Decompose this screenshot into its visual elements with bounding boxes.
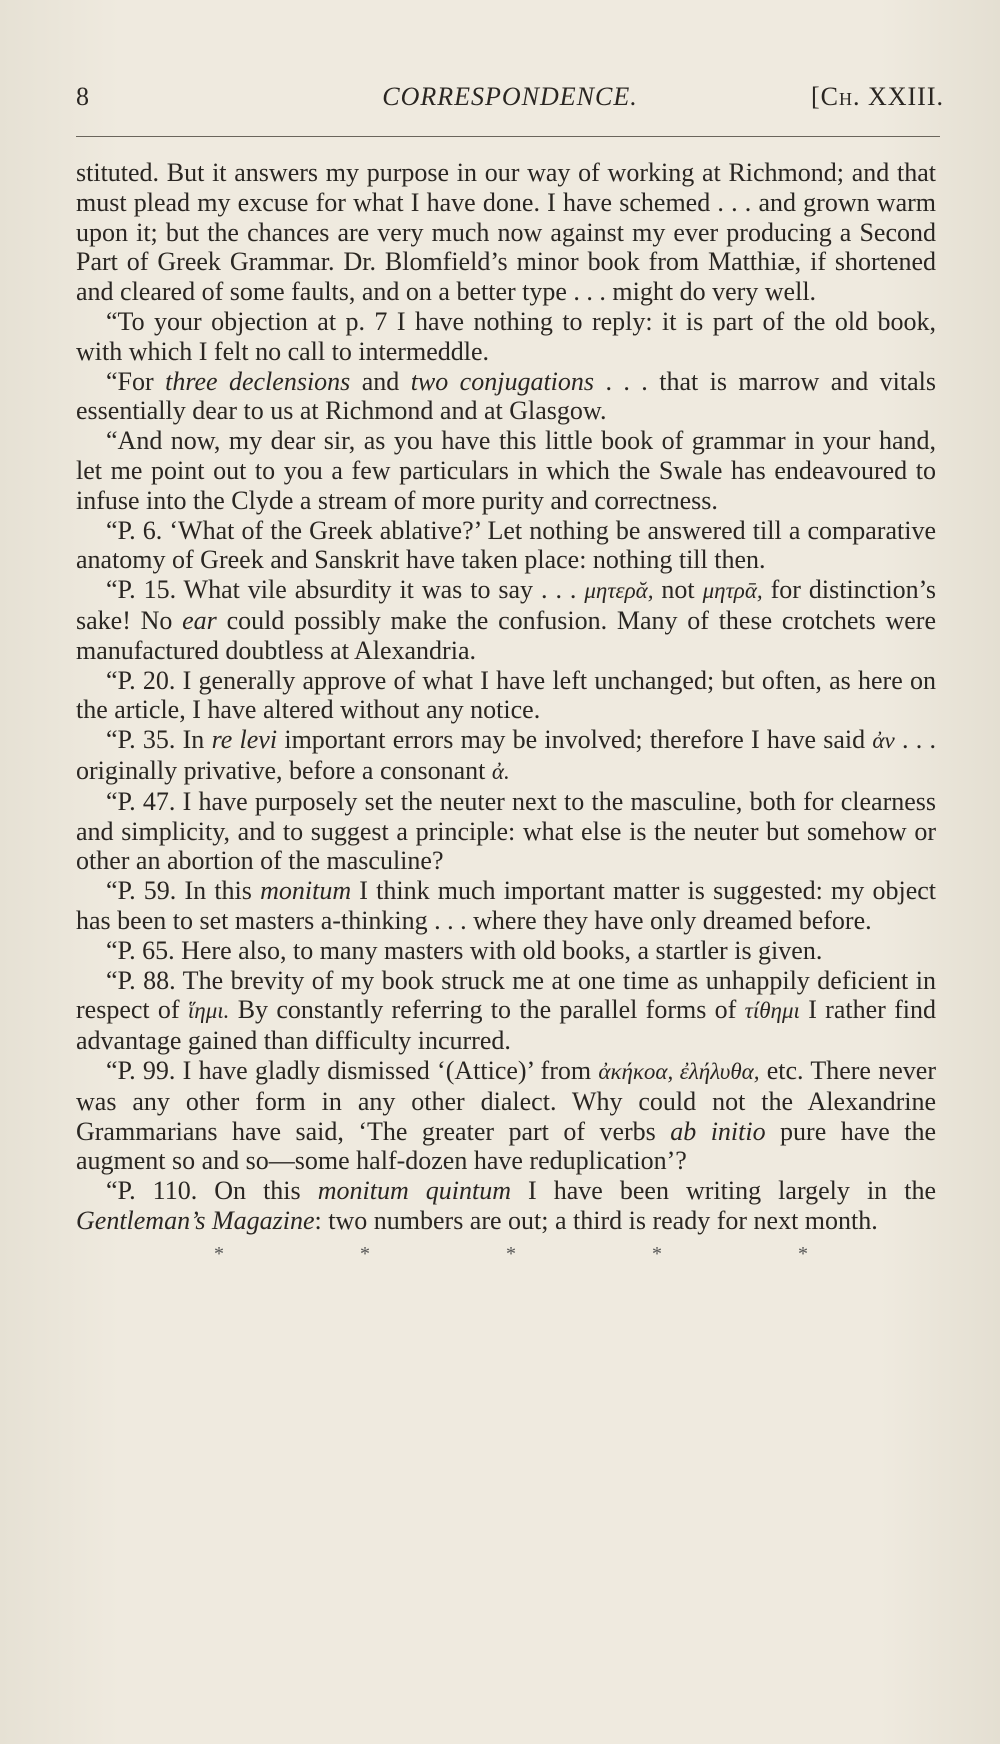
paragraph: “P. 47. I have purposely set the neuter next to the masculine, both for clearness and simplicity, and to suggest a principle: what else is the neuter but somehow or other an abortion of the masculine? [76, 786, 936, 876]
italic-phrase: ab initio [670, 1116, 766, 1146]
paragraph [76, 966, 936, 1056]
paragraph [76, 1056, 936, 1176]
body-text [76, 158, 936, 1269]
paragraph [76, 725, 936, 787]
asterisk-ornament: * [652, 1242, 662, 1265]
text-run: “P. 88. The brevity of my book struck me at one time as unhappily deficient in respect of [76, 965, 936, 1025]
italic-phrase: monitum quintum [317, 1176, 511, 1206]
italic-phrase: Gentleman’s Magazine [76, 1205, 315, 1235]
text-run: “For [106, 366, 166, 396]
text-run: for distinction’s sake! No [76, 575, 937, 635]
greek-word: μητρᾱ, [702, 578, 763, 604]
greek-word: μητερᾰ, [584, 578, 654, 604]
text-run: not [653, 575, 703, 605]
paragraph [76, 1176, 936, 1236]
text-run: “P. 35. In [106, 725, 212, 755]
paragraph [76, 575, 936, 665]
text-run: could possibly make the confusion. Many of these crotchets were manufactured doubtless at Alexandria. [76, 605, 936, 665]
text-run: I think much important matter is suggested: my object has been to set masters a-thinking . . . where they have only dreamed before. [76, 876, 936, 935]
italic-phrase: re levi [211, 725, 278, 755]
text-run: “P. 59. In this [106, 876, 261, 906]
text-run: : two numbers are out; a third is ready for next month. [314, 1205, 878, 1235]
text-run: “P. 15. What vile absurdity it was to say . . . [106, 575, 585, 605]
greek-word: ἀ. [491, 758, 510, 784]
paragraph: “And now, my dear sir, as you have this little book of grammar in your hand, let me point out to you a few particulars in which the Swale has endeavoured to infuse into the Clyde a stream of more purity and correctness. [76, 426, 936, 515]
paragraph [76, 876, 936, 936]
greek-word: τίθημι [744, 998, 800, 1024]
italic-phrase: ear [182, 605, 217, 635]
italic-phrase: monitum [260, 876, 352, 906]
text-run: By constantly referring to the parallel forms of [229, 995, 745, 1025]
paragraph: “P. 20. I generally approve of what I have left unchanged; but often, as here on the article, I have altered without any notice. [76, 665, 936, 725]
paragraph: “To your objection at p. 7 I have nothing to reply: it is part of the old book, with which I felt no call to intermeddle. [76, 306, 936, 366]
section-break-ornament [146, 1240, 876, 1270]
running-head [76, 82, 944, 122]
page-number: 8 [76, 82, 89, 111]
paragraph: “P. 6. ‘What of the Greek ablative?’ Let nothing be answered till a comparative anatomy of Greek and Sanskrit have taken place: nothing till then. [76, 515, 936, 575]
text-run: . . . originally privative, before a consonant [76, 725, 936, 785]
chapter-label: [Ch. XXIII. [810, 82, 944, 111]
asterisk-ornament: * [798, 1242, 808, 1265]
greek-word: ἀν [872, 728, 895, 754]
paragraph [76, 367, 936, 427]
asterisk-ornament: * [214, 1242, 224, 1265]
greek-word: ἵημι. [187, 998, 230, 1024]
text-run: I have been writing largely in the [511, 1176, 936, 1206]
paragraph: stituted. But it answers my purpose in our way of working at Richmond; and that must plead my excuse for what I have done. I have schemed . . . and grown warm upon it; but the chances are very much now against my ever producing a Second Part of Greek Grammar. Dr. Blomfield’s minor book from Matthiæ, if shortened and cleared of some faults, and on a better type . . . might do very well. [76, 158, 936, 307]
text-run: I rather find advantage gained than difficulty incurred. [76, 995, 936, 1056]
paragraph: “P. 65. Here also, to many masters with old books, a startler is given. [106, 935, 823, 965]
text-run: pure have the augment so and so—some half-dozen have reduplication’? [76, 1116, 936, 1176]
greek-word: ἀκήκοα, ἐλήλυθα, [598, 1058, 760, 1084]
italic-phrase: three declensions [165, 366, 351, 396]
text-run: . . . that is marrow and vitals essentially dear to us at Richmond and at Glasgow. [76, 366, 936, 426]
text-run: important errors may be involved; therefore I have said [277, 725, 873, 755]
running-title: CORRESPONDENCE. [382, 82, 638, 111]
text-run: and [350, 366, 411, 396]
asterisk-ornament: * [506, 1242, 516, 1265]
header-rule [76, 136, 940, 137]
text-run: etc. There never was any other form in any other dialect. Why could not the Alexandrine Grammarians have said, ‘The greater part of verbs [76, 1055, 936, 1146]
asterisk-ornament: * [360, 1242, 370, 1265]
text-run: “P. 99. I have gladly dismissed ‘(Attice)’ from [106, 1055, 599, 1085]
text-run: “P. 110. On this [106, 1176, 318, 1206]
italic-phrase: two conjugations [410, 366, 595, 396]
